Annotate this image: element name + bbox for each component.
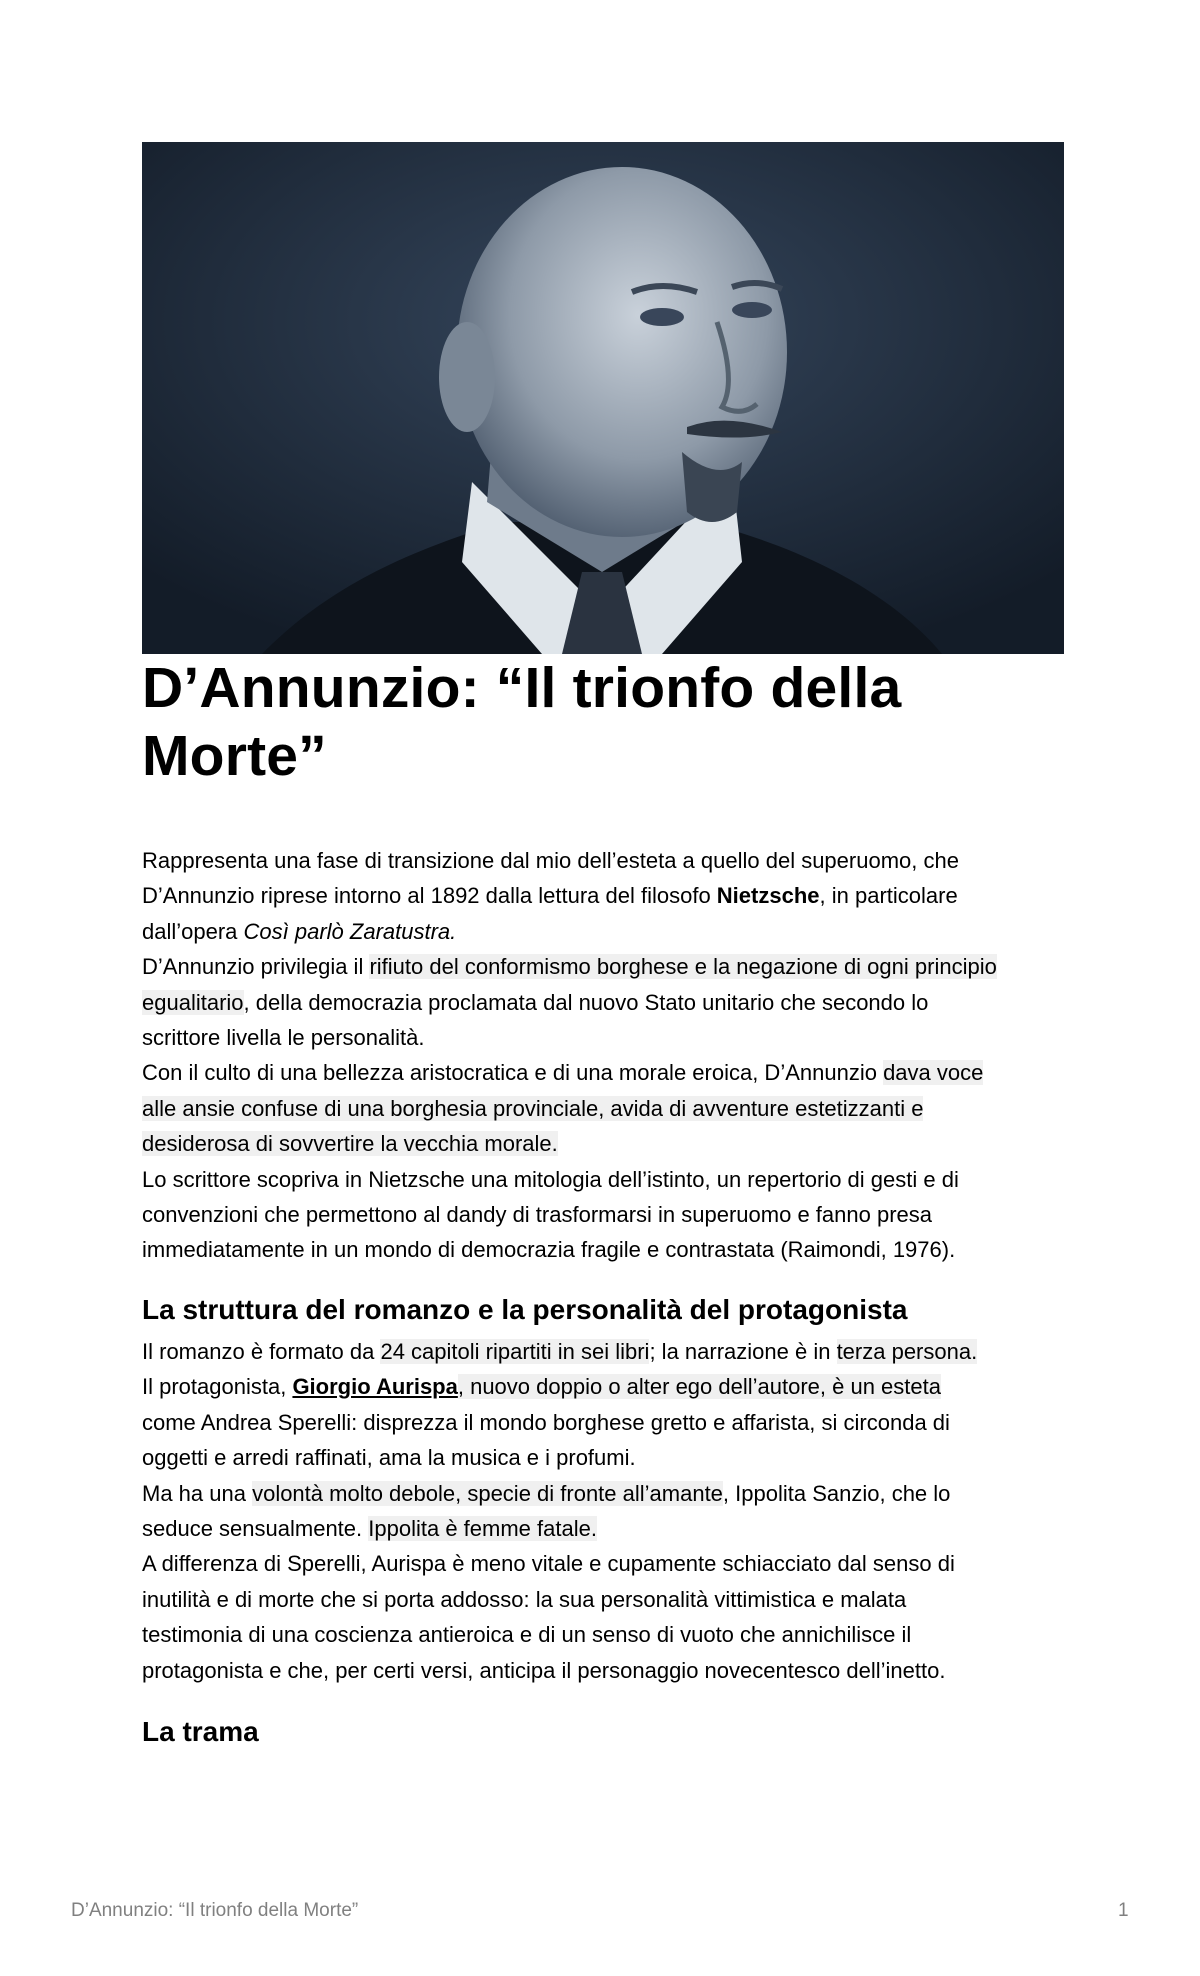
highlighted-text: rifiuto del conformismo borghese e la negazione di ogni principio: [369, 954, 997, 980]
text: D’Annunzio riprese intorno al 1892 dalla lettura del filosofo: [142, 883, 717, 909]
paragraph-line: [142, 878, 1064, 913]
text: , della democrazia proclamata dal nuovo Stato unitario che secondo lo: [243, 989, 929, 1015]
text: ; la narrazione è in: [649, 1338, 837, 1364]
section-heading: La struttura del romanzo e la personalità del protagonista: [142, 1293, 908, 1325]
highlighted-text: alle ansie confuse di una borghesia provinciale, avida di avventure estetizzanti e: [142, 1095, 924, 1121]
paragraph-line: [142, 1334, 1064, 1369]
text: Con il culto di una bellezza aristocratica e di una morale eroica, D’Annunzio: [142, 1060, 884, 1086]
paragraph-line: [142, 1126, 1064, 1161]
text: come Andrea Sperelli: disprezza il mondo borghese gretto e affarista, si circonda di: [142, 1409, 950, 1435]
paragraph-line: [142, 1405, 1064, 1440]
highlighted-text: egualitario: [142, 989, 244, 1015]
highlighted-text: terza persona.: [836, 1338, 978, 1364]
paragraph-line: [142, 1020, 1064, 1055]
text: Il protagonista,: [142, 1374, 293, 1400]
highlighted-text: volontà molto debole, specie di fronte all’amante: [252, 1480, 723, 1506]
paragraph-line: [142, 1617, 1064, 1652]
paragraph-line: [142, 1162, 1064, 1197]
paragraph-line: [142, 1582, 1064, 1617]
paragraph-line: [142, 1476, 1064, 1511]
paragraph-line: [142, 1055, 1064, 1090]
text: D’Annunzio privilegia il: [142, 954, 370, 980]
protagonist-link[interactable]: Giorgio Aurispa: [292, 1374, 458, 1400]
paragraph-line: [142, 985, 1064, 1020]
text: A differenza di Sperelli, Aurispa è meno vitale e cupamente schiacciato dal senso di: [142, 1551, 955, 1577]
document-title: D’Annunzio: “Il trionfo della Morte”: [142, 656, 902, 788]
portrait-photo: [142, 142, 1064, 654]
highlighted-text: 24 capitoli ripartiti in sei libri: [380, 1338, 650, 1364]
document-body: [142, 843, 1064, 1752]
text: , in particolare: [819, 883, 958, 909]
text: Rappresenta una fase di transizione dal mio dell’esteta a quello del superuomo, che: [142, 848, 959, 873]
highlighted-text: Ippolita è femme fatale.: [368, 1515, 597, 1541]
text: dall’opera: [142, 918, 244, 944]
paragraph-line: [142, 949, 1064, 984]
footer-title: D’Annunzio: “Il trionfo della Morte”: [71, 1900, 359, 1921]
section-heading: La trama: [142, 1715, 259, 1747]
paragraph-line: [142, 1197, 1064, 1232]
paragraph-line: [142, 1440, 1064, 1475]
text: Lo scrittore scopriva in Nietzsche una mitologia dell’istinto, un repertorio di gesti e di: [142, 1166, 959, 1192]
text: Il romanzo è formato da: [142, 1338, 381, 1364]
text: oggetti e arredi raffinati, ama la musica e i profumi.: [142, 1445, 636, 1471]
text: immediatamente in un mondo di democrazia fragile e contrastata (Raimondi, 1976).: [142, 1237, 956, 1263]
highlighted-text: dava voce: [883, 1060, 984, 1086]
text: convenzioni che permettono al dandy di trasformarsi in superuomo e fanno presa: [142, 1202, 933, 1228]
text: inutilità e di morte che si porta addosso: la sua personalità vittimistica e malata: [142, 1586, 907, 1612]
paragraph-line: [142, 843, 1064, 878]
paragraph-line: [142, 1232, 1064, 1267]
highlighted-text: desiderosa di sovvertire la vecchia morale.: [142, 1131, 558, 1157]
text: Ma ha una: [142, 1480, 253, 1506]
bold-text: Nietzsche: [716, 883, 820, 909]
paragraph-line: [142, 914, 1064, 949]
paragraph-line: [142, 1091, 1064, 1126]
paragraph-line: [142, 1546, 1064, 1581]
text: protagonista e che, per certi versi, anticipa il personaggio novecentesco dell’inetto.: [142, 1657, 946, 1683]
text: seduce sensualmente.: [142, 1515, 369, 1541]
italic-text: Così parlò Zaratustra.: [243, 918, 457, 944]
text: , Ippolita Sanzio, che lo: [722, 1480, 951, 1506]
paragraph-line: [142, 1511, 1064, 1546]
paragraph-line: [142, 1653, 1064, 1688]
page-number: 1: [1118, 1900, 1129, 1921]
paragraph-line: [142, 1369, 1064, 1404]
text: scrittore livella le personalità.: [142, 1025, 425, 1051]
text: testimonia di una coscienza antieroica e di un senso di vuoto che annichilisce il: [142, 1622, 912, 1648]
highlighted-text: , nuovo doppio o alter ego dell’autore, è un esteta: [457, 1374, 941, 1400]
